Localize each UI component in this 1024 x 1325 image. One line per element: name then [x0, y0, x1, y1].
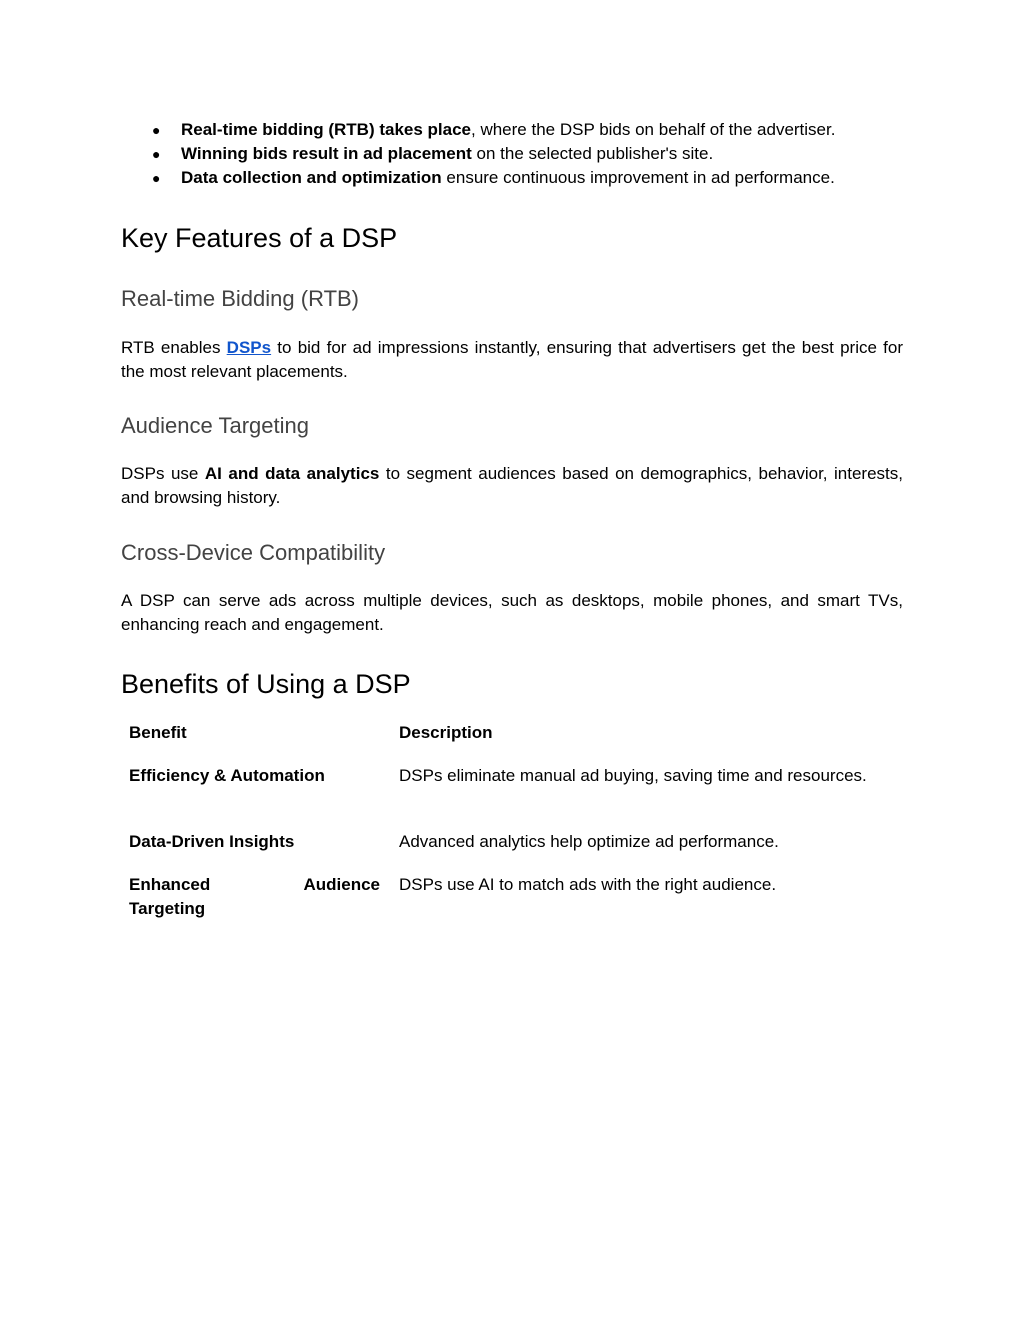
audience-targeting-heading: Audience Targeting — [121, 413, 309, 438]
bullet-text: , where the DSP bids on behalf of the advertiser. — [471, 120, 836, 139]
bullet-text: ensure continuous improvement in ad performance. — [441, 168, 835, 187]
cross-device-heading: Cross-Device Compatibility — [121, 540, 386, 565]
bullet-list — [121, 118, 903, 190]
document-page — [121, 118, 903, 918]
benefit-cell-word: Targeting — [129, 899, 206, 918]
bullet-bold-text: Winning bids result in ad placement — [181, 144, 472, 163]
benefit-cell: Efficiency & Automation — [129, 766, 325, 785]
bullet-bold-text: Data collection and optimization — [181, 168, 442, 187]
cross-device-paragraph: A DSP can serve ads across multiple devices, such as desktops, mobile phones, and smart TVs, enhancing reach and engagement. — [121, 591, 903, 634]
column-header-description: Description — [399, 723, 493, 742]
rtb-paragraph — [121, 336, 903, 384]
table-row — [129, 830, 881, 854]
benefit-cell-word: Audience — [303, 875, 380, 894]
list-item — [121, 142, 903, 166]
benefit-cell: Data-Driven Insights — [129, 832, 295, 851]
audience-bold-text: AI and data analytics — [204, 464, 380, 483]
description-cell: DSPs eliminate manual ad buying, saving time and resources. — [399, 766, 867, 785]
description-cell: Advanced analytics help optimize ad performance. — [399, 832, 779, 851]
audience-paragraph — [121, 462, 903, 510]
key-features-heading: Key Features of a DSP — [121, 223, 398, 253]
rtb-text-before: RTB enables — [121, 338, 227, 357]
column-header-benefit: Benefit — [129, 723, 187, 742]
rtb-heading: Real-time Bidding (RTB) — [121, 286, 360, 311]
bullet-icon: ● — [152, 146, 161, 162]
dsps-link[interactable]: DSPs — [226, 338, 272, 357]
audience-text-before: DSPs use — [121, 464, 205, 483]
bullet-icon: ● — [152, 170, 161, 186]
list-item — [121, 118, 903, 142]
bullet-icon: ● — [152, 122, 161, 138]
list-item — [121, 166, 903, 190]
table-row — [129, 764, 881, 788]
benefits-heading: Benefits of Using a DSP — [121, 669, 411, 699]
audience-text-after: to segment audiences based on demographics, behavior, interests, and browsing history. — [121, 464, 903, 507]
bullet-text: on the selected publisher's site. — [471, 144, 714, 163]
benefit-cell — [129, 873, 380, 921]
description-cell: DSPs use AI to match ads with the right audience. — [399, 875, 777, 894]
bullet-bold-text: Real-time bidding (RTB) takes place — [181, 120, 471, 139]
benefit-cell-word: Enhanced — [129, 875, 211, 894]
table-header-row — [129, 721, 881, 745]
table-row — [129, 873, 881, 921]
rtb-text-after: to bid for ad impressions instantly, ensuring that advertisers get the best price for the most relevant placements. — [121, 338, 903, 381]
